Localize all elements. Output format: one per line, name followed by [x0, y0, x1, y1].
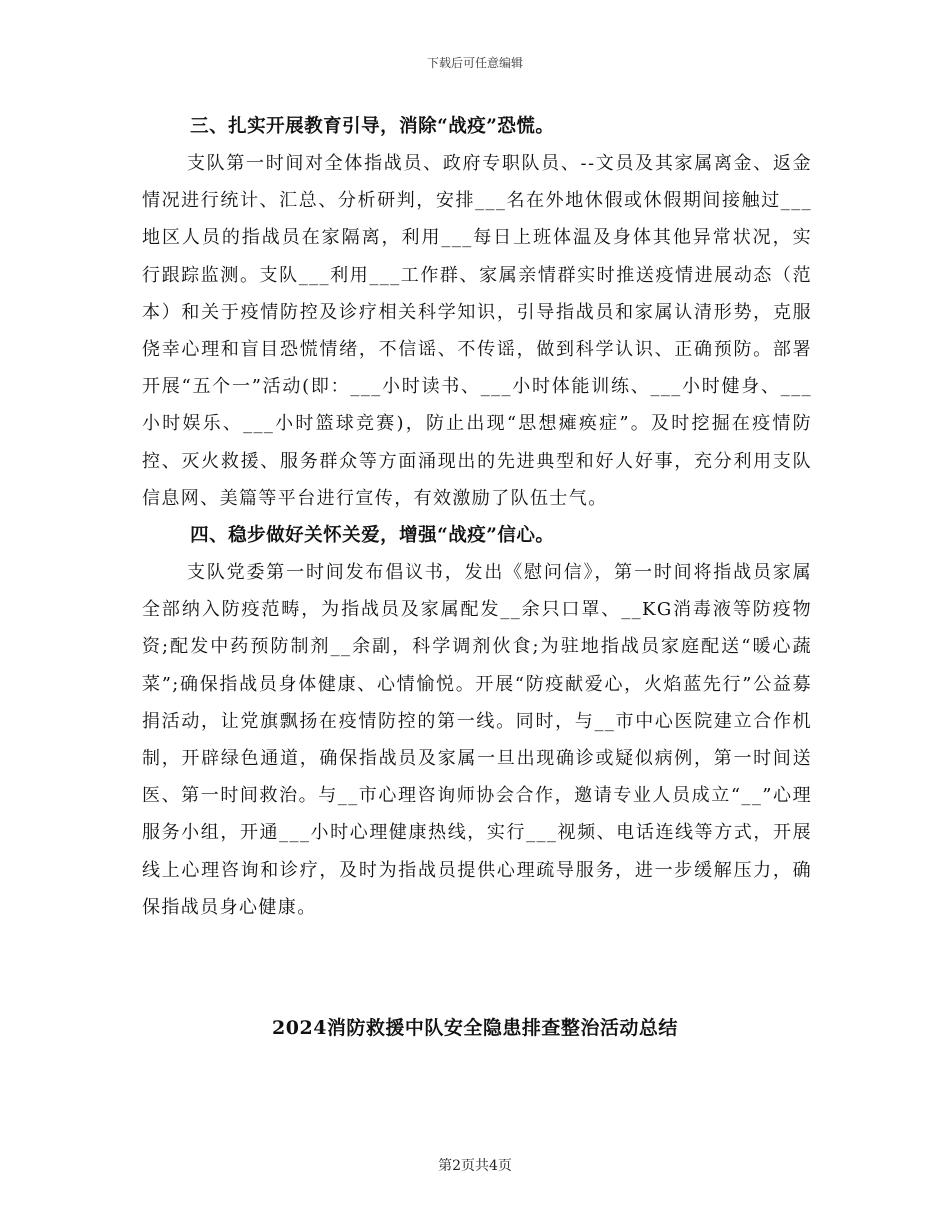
page-header-note: 下载后可任意编辑 — [426, 56, 523, 70]
section-heading-4: 四、稳步做好关怀关爱，增强“战疫”信心。 — [190, 525, 555, 547]
section-paragraph-3: 支队第一时间对全体指战员、政府专职队员、--文员及其家属离金、返金情况进行统计、汇总、分析研判，安排___名在外地休假或休假期间接触过___地区人员的指战员在家隔离，利用___每日上班体温及身体其他异常状况，实行跟踪监测。支队___利用___工作群、家属亲情群实时推送疫情进展动态（范本）和关于疫情防控及诊疗相关科学知识，引导指战员和家属认清形势，克服侥幸心理和盲目恐慌情绪，不信谣、不传谣，做到科学认识、正确预防。部署开展“五个一”活动(即：___小时读书、___小时体能训练、___小时健身、___小时娱乐、___小时篮球竞赛)，防止出现“思想瘫痪症”。及时挖掘在疫情防控、灭火救援、服务群众等方面涌现出的先进典型和好人好事，充分利用支队信息网、美篇等平台进行宣传，有效激励了队伍士气。 — [142, 153, 812, 509]
next-document-title: 2024消防救援中队安全隐患排查整治活动总结 — [272, 1017, 678, 1039]
document-body — [142, 108, 812, 926]
page-number: 第2页共4页 — [438, 1158, 512, 1174]
section-heading-3: 三、扎实开展教育引导，消除“战疫”恐慌。 — [190, 116, 555, 137]
section-paragraph-4: 支队党委第一时间发布倡议书，发出《慰问信》，第一时间将指战员家属全部纳入防疫范畴，为指战员及家属配发__余只口罩、__KG消毒液等防疫物资;配发中药预防制剂__余副，科学调剂伙食;为驻地指战员家庭配送“暖心蔬菜”;确保指战员身体健康、心情愉悦。开展“防疫献爱心，火焰蓝先行”公益募捐活动，让党旗飘扬在疫情防控的第一线。同时，与__市中心医院建立合作机制，开辟绿色通道，确保指战员及家属一旦出现确诊或疑似病例，第一时间送医、第一时间救治。与__市心理咨询师协会合作，邀请专业人员成立“__”心理服务小组，开通___小时心理健康热线，实行___视频、电话连线等方式，开展线上心理咨询和诊疗，及时为指战员提供心理疏导服务，进一步缓解压力，确保指战员身心健康。 — [142, 562, 812, 918]
